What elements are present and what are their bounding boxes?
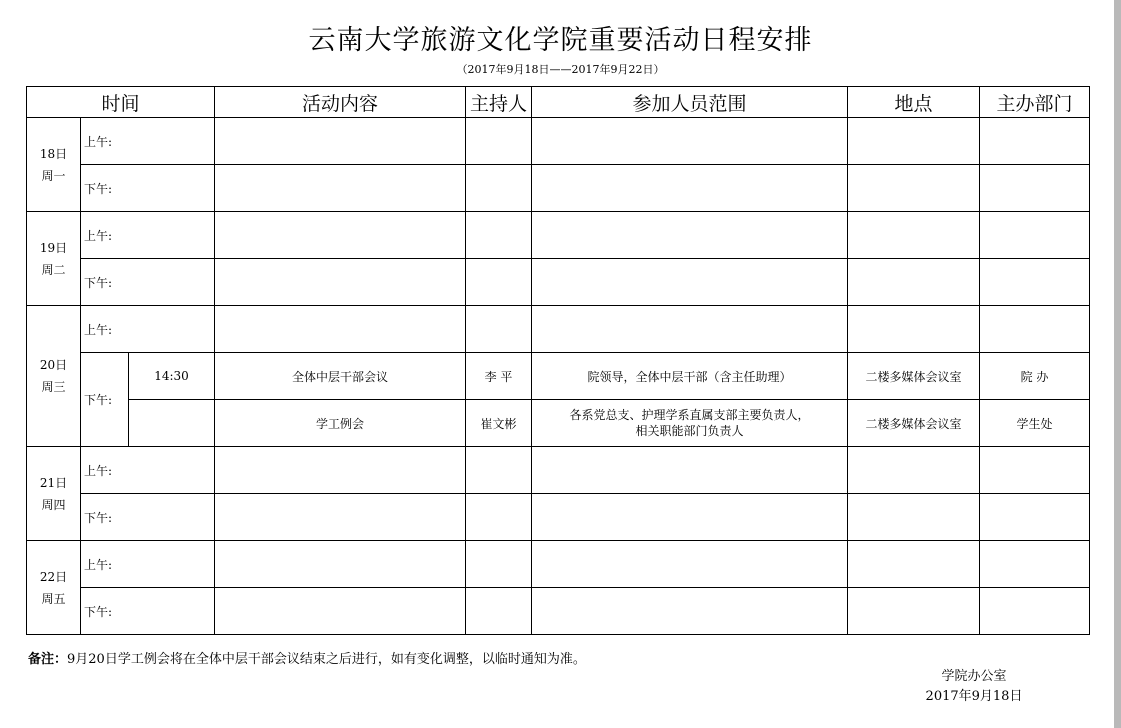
organizer-cell (980, 494, 1090, 541)
location-cell (848, 306, 980, 353)
event-time (129, 400, 215, 447)
content-cell (215, 447, 466, 494)
footnote-text: 9月20日学工例会将在全体中层干部会议结束之后进行，如有变化调整，以临时通知为准。 (67, 652, 586, 667)
participants-cell (532, 447, 848, 494)
participants-cell (532, 118, 848, 165)
participants-cell (532, 259, 848, 306)
day-label (27, 541, 81, 635)
day-date: 19日 (39, 240, 68, 255)
event-participants: 院领导，全体中层干部（含主任助理） (532, 353, 848, 400)
afternoon-slot: 下午: (81, 353, 129, 447)
event-location: 二楼多媒体会议室 (848, 353, 980, 400)
morning-slot: 上午: (81, 447, 215, 494)
day-weekday: 周一 (41, 168, 66, 183)
event-host: 李 平 (466, 353, 532, 400)
host-cell (466, 118, 532, 165)
event-organizer: 院 办 (980, 353, 1090, 400)
host-cell (466, 165, 532, 212)
content-cell (215, 306, 466, 353)
afternoon-slot: 下午: (81, 494, 215, 541)
day-label (27, 118, 81, 212)
content-cell (215, 165, 466, 212)
issuer-office: 学院办公室 (941, 669, 1007, 684)
event-location: 二楼多媒体会议室 (848, 400, 980, 447)
content-cell (215, 212, 466, 259)
organizer-cell (980, 306, 1090, 353)
host-cell (466, 447, 532, 494)
footnote-label: 备注： (28, 652, 68, 667)
location-cell (848, 494, 980, 541)
event-participants (532, 400, 848, 447)
afternoon-slot: 下午: (81, 588, 215, 635)
participants-line: 相关职能部门负责人 (635, 424, 744, 438)
organizer-cell (980, 541, 1090, 588)
location-cell (848, 447, 980, 494)
participants-line: 各系党总支、护理学系直属支部主要负责人， (569, 408, 810, 422)
day-label (27, 447, 81, 541)
table-row (27, 259, 1090, 306)
table-row (27, 541, 1090, 588)
participants-cell (532, 212, 848, 259)
content-cell (215, 588, 466, 635)
organizer-cell (980, 447, 1090, 494)
organizer-cell (980, 212, 1090, 259)
content-cell (215, 259, 466, 306)
table-row (27, 588, 1090, 635)
header-location: 地点 (848, 87, 980, 118)
event-row (27, 353, 1090, 400)
footnote (28, 648, 586, 667)
content-cell (215, 494, 466, 541)
day-label (27, 306, 81, 447)
event-content: 全体中层干部会议 (215, 353, 466, 400)
schedule-table (26, 86, 1090, 635)
issue-date: 2017年9月18日 (925, 689, 1023, 704)
morning-slot: 上午: (81, 541, 215, 588)
host-cell (466, 259, 532, 306)
host-cell (466, 588, 532, 635)
document-date-range: （2017年9月18日——2017年9月22日） (456, 63, 665, 76)
morning-slot: 上午: (81, 306, 215, 353)
morning-slot: 上午: (81, 118, 215, 165)
location-cell (848, 259, 980, 306)
table-header-row (27, 87, 1090, 118)
participants-cell (532, 494, 848, 541)
location-cell (848, 541, 980, 588)
day-label (27, 212, 81, 306)
issuer-block (918, 667, 1030, 707)
day-date: 21日 (39, 475, 68, 490)
content-cell (215, 541, 466, 588)
organizer-cell (980, 259, 1090, 306)
table-row (27, 165, 1090, 212)
afternoon-slot: 下午: (81, 165, 215, 212)
table-row (27, 306, 1090, 353)
host-cell (466, 212, 532, 259)
event-host: 崔文彬 (466, 400, 532, 447)
day-weekday: 周二 (41, 262, 66, 277)
afternoon-slot: 下午: (81, 259, 215, 306)
participants-cell (532, 306, 848, 353)
table-row (27, 212, 1090, 259)
table-row (27, 494, 1090, 541)
host-cell (466, 306, 532, 353)
header-host: 主持人 (466, 87, 532, 118)
event-organizer: 学生处 (980, 400, 1090, 447)
participants-cell (532, 165, 848, 212)
event-content: 学工例会 (215, 400, 466, 447)
day-weekday: 周四 (41, 497, 66, 512)
table-row (27, 118, 1090, 165)
day-weekday: 周三 (41, 380, 66, 394)
organizer-cell (980, 588, 1090, 635)
location-cell (848, 212, 980, 259)
host-cell (466, 494, 532, 541)
header-time: 时间 (27, 87, 215, 118)
participants-cell (532, 541, 848, 588)
organizer-cell (980, 165, 1090, 212)
vertical-scrollbar[interactable] (1114, 0, 1121, 728)
host-cell (466, 541, 532, 588)
document-title: 云南大学旅游文化学院重要活动日程安排 (308, 25, 813, 56)
header-organizer: 主办部门 (980, 87, 1090, 118)
event-time: 14:30 (129, 353, 215, 400)
location-cell (848, 165, 980, 212)
header-content: 活动内容 (215, 87, 466, 118)
table-row (27, 447, 1090, 494)
day-date: 22日 (39, 569, 68, 584)
header-participants: 参加人员范围 (532, 87, 848, 118)
day-date: 20日 (39, 358, 68, 372)
day-weekday: 周五 (41, 591, 66, 606)
event-row (27, 400, 1090, 447)
location-cell (848, 118, 980, 165)
organizer-cell (980, 118, 1090, 165)
participants-cell (532, 588, 848, 635)
location-cell (848, 588, 980, 635)
content-cell (215, 118, 466, 165)
morning-slot: 上午: (81, 212, 215, 259)
day-date: 18日 (39, 146, 68, 161)
